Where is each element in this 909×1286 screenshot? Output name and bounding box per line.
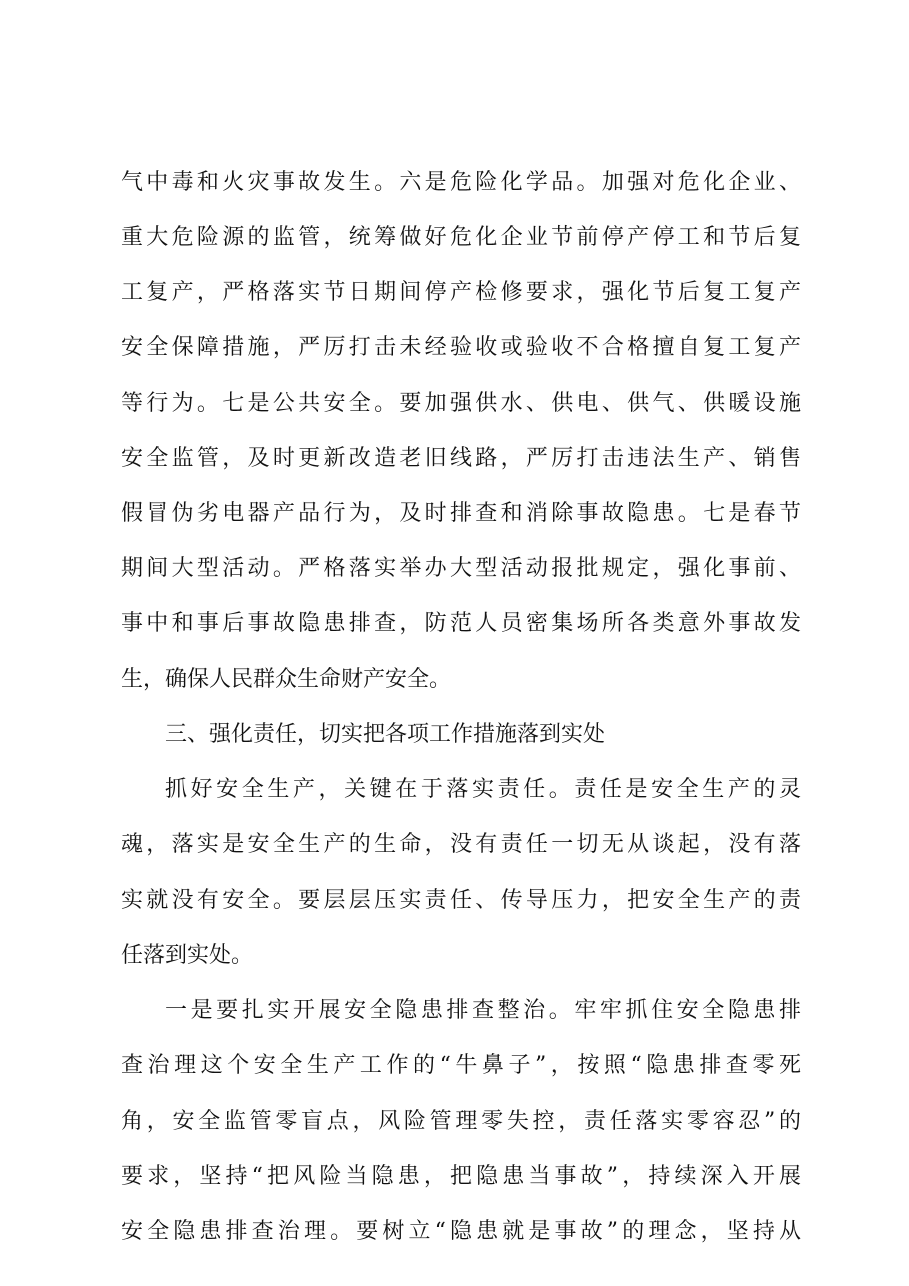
paragraph-line: 生，确保人民群众生命财产安全。 (121, 667, 452, 692)
section-heading: 三、强化责任，切实把各项工作措施落到实处 (165, 722, 606, 747)
paragraph-line: 实就没有安全。要层层压实责任、传导压力，把安全生产的责 (121, 888, 801, 913)
paragraph-line: 等行为。七是公共安全。要加强供水、供电、供气、供暖设施 (121, 391, 801, 416)
paragraph-line: 一是要扎实开展安全隐患排查整治。牢牢抓住安全隐患排 (165, 998, 801, 1023)
paragraph-line: 任落到实处。 (121, 943, 254, 968)
paragraph-line: 抓好安全生产，关键在于落实责任。责任是安全生产的灵 (165, 777, 801, 802)
paragraph-line: 假冒伪劣电器产品行为，及时排查和消除事故隐患。七是春节 (121, 501, 801, 526)
paragraph-line: 安全保障措施，严厉打击未经验收或验收不合格擅自复工复产 (121, 335, 801, 360)
paragraph-line: 重大危险源的监管，统筹做好危化企业节前停产停工和节后复 (121, 225, 801, 250)
paragraph-line: 魂，落实是安全生产的生命，没有责任一切无从谈起，没有落 (121, 832, 801, 857)
paragraph-line: 查治理这个安全生产工作的“牛鼻子”，按照“隐患排查零死 (121, 1053, 801, 1078)
paragraph-line: 角，安全监管零盲点，风险管理零失控，责任落实零容忍”的 (121, 1109, 801, 1134)
paragraph-line: 气中毒和火灾事故发生。六是危险化学品。加强对危化企业、 (121, 170, 801, 195)
paragraph-line: 事中和事后事故隐患排查，防范人员密集场所各类意外事故发 (121, 611, 801, 636)
paragraph-line: 期间大型活动。严格落实举办大型活动报批规定，强化事前、 (121, 556, 801, 581)
paragraph-line: 安全隐患排查治理。要树立“隐患就是事故”的理念，坚持从 (121, 1219, 801, 1244)
paragraph-line: 工复产，严格落实节日期间停产检修要求，强化节后复工复产 (121, 280, 801, 305)
paragraph-line: 安全监管，及时更新改造老旧线路，严厉打击违法生产、销售 (121, 446, 801, 471)
paragraph-line: 要求，坚持“把风险当隐患，把隐患当事故”，持续深入开展 (121, 1164, 801, 1189)
